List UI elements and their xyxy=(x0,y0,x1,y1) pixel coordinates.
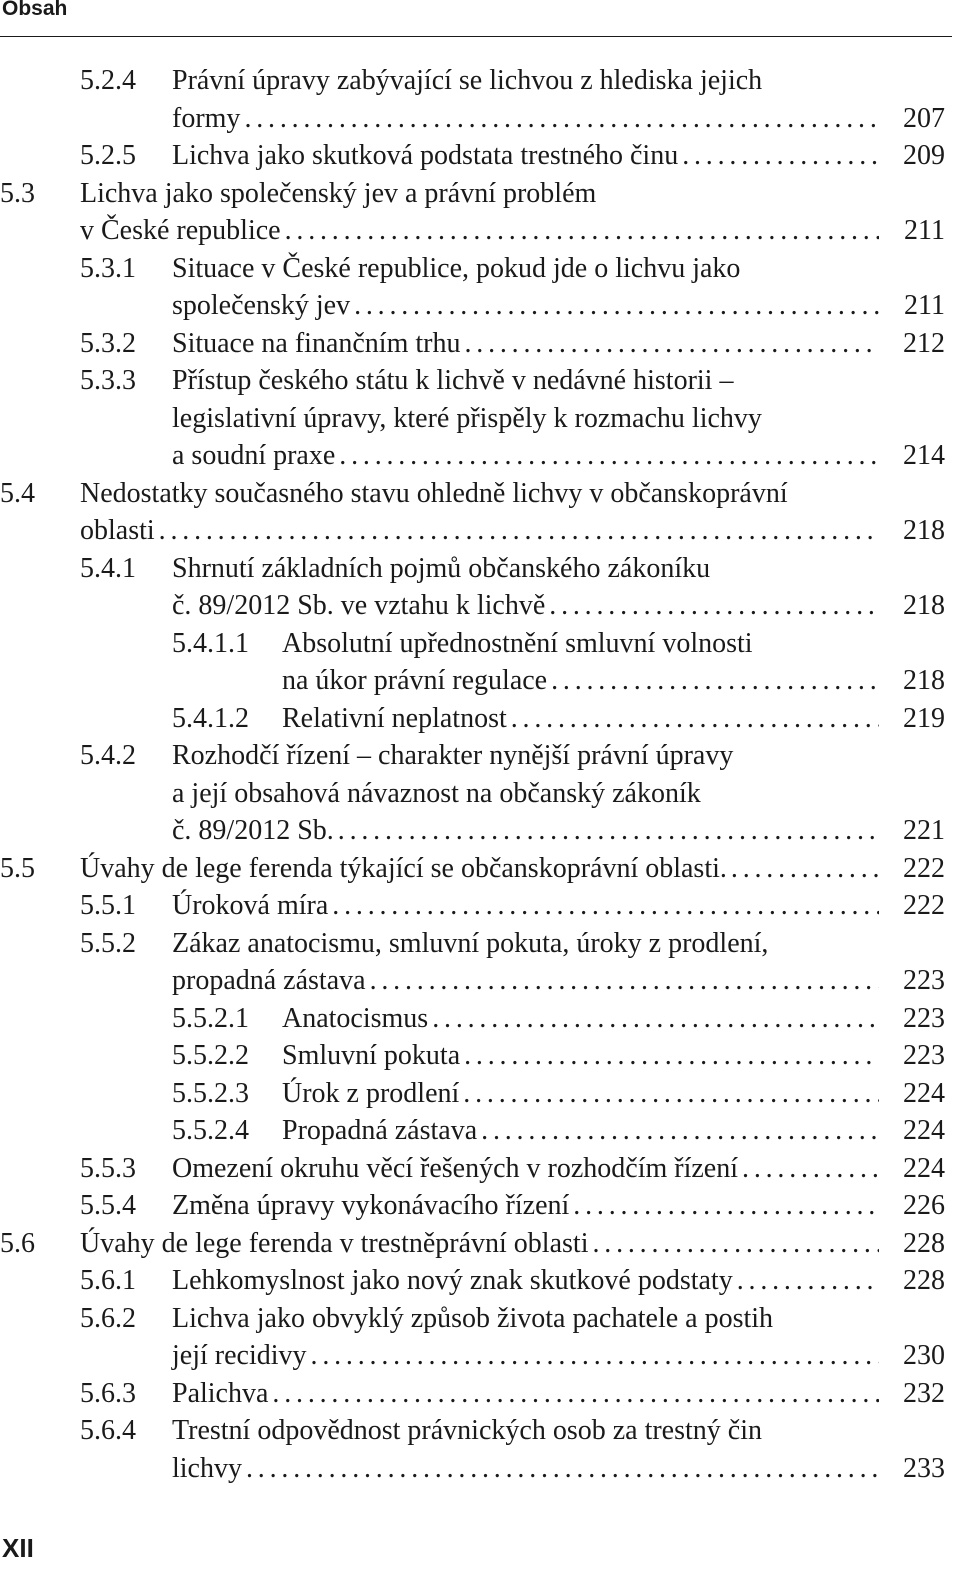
toc-title-with-leader xyxy=(80,512,945,550)
dot-leader xyxy=(339,437,879,475)
toc-entry[interactable] xyxy=(0,1150,952,1188)
toc-line xyxy=(0,737,952,775)
toc-entry[interactable] xyxy=(0,362,952,475)
toc-entry[interactable] xyxy=(0,1075,952,1113)
toc-title-with-leader xyxy=(282,1112,945,1150)
toc-title-with-leader xyxy=(172,287,945,325)
toc-line xyxy=(0,1075,952,1113)
section-number: 5.3.1 xyxy=(80,252,136,284)
toc-title-with-leader xyxy=(172,962,945,1000)
page-ref: 224 xyxy=(903,1077,945,1109)
toc-entry[interactable] xyxy=(0,1225,952,1263)
section-title: legislativní úpravy, které přispěly k rozmachu lichvy xyxy=(172,402,762,434)
toc-title-with-leader xyxy=(172,1337,945,1375)
dot-leader xyxy=(272,1375,879,1413)
section-number: 5.5 xyxy=(0,852,35,884)
section-number: 5.3.2 xyxy=(80,327,136,359)
page-ref: 222 xyxy=(903,890,945,921)
dot-leader xyxy=(464,1037,879,1075)
toc-entry[interactable] xyxy=(0,925,952,1000)
section-title: a soudní praxe xyxy=(172,440,336,471)
toc-line xyxy=(0,1000,952,1038)
page-ref: 224 xyxy=(903,1152,945,1184)
dot-leader xyxy=(731,850,879,888)
section-title: oblasti xyxy=(80,515,155,546)
section-title: Palichva xyxy=(172,1377,269,1409)
toc-title-with-leader xyxy=(282,1000,945,1038)
toc-title-with-leader xyxy=(172,100,945,138)
toc-line xyxy=(0,362,952,400)
section-title: Situace na finančním trhu xyxy=(172,327,461,359)
section-title: její recidivy xyxy=(172,1340,307,1371)
page-ref: 233 xyxy=(903,1452,945,1484)
toc-entry[interactable] xyxy=(0,1412,952,1487)
toc-entry[interactable] xyxy=(0,1000,952,1038)
toc-title-with-leader xyxy=(282,1037,945,1075)
toc-title-with-leader xyxy=(172,812,945,850)
toc-entry[interactable] xyxy=(0,1375,952,1413)
section-title: Lichva jako skutková podstata trestného činu xyxy=(172,140,679,171)
page-ref: 222 xyxy=(903,852,945,884)
toc-entry[interactable] xyxy=(0,325,952,363)
toc-entry[interactable] xyxy=(0,175,952,250)
toc-line xyxy=(0,287,952,325)
toc-line xyxy=(0,1112,952,1150)
page-ref: 219 xyxy=(903,702,945,734)
section-number: 5.6.4 xyxy=(80,1415,136,1446)
toc-entry[interactable] xyxy=(0,1300,952,1375)
toc-entry[interactable] xyxy=(0,1112,952,1150)
section-number: 5.5.2.4 xyxy=(172,1115,249,1146)
toc-line xyxy=(0,400,952,438)
section-number: 5.5.3 xyxy=(80,1152,136,1184)
page-ref: 211 xyxy=(904,215,945,246)
toc-title-with-leader xyxy=(282,700,945,738)
dot-leader xyxy=(285,212,879,250)
dot-leader xyxy=(682,137,879,175)
page-ref: 228 xyxy=(903,1265,945,1296)
toc-line xyxy=(0,100,952,138)
toc-title-with-leader xyxy=(80,1225,945,1263)
toc-line xyxy=(0,962,952,1000)
section-title: Rozhodčí řízení – charakter nynější právní úpravy xyxy=(172,740,734,771)
toc-entry[interactable] xyxy=(0,850,952,888)
toc-title-with-leader xyxy=(172,1187,945,1225)
section-title: Zákaz anatocismu, smluvní pokuta, úroky z prodlení, xyxy=(172,927,769,959)
section-number: 5.6.2 xyxy=(80,1302,136,1334)
toc-line xyxy=(0,1450,952,1488)
toc-line xyxy=(0,1262,952,1300)
toc-line xyxy=(0,887,952,925)
page-ref: 218 xyxy=(903,515,945,546)
page-ref: 214 xyxy=(903,440,945,471)
section-title: Úvahy de lege ferenda v trestněprávní oblasti xyxy=(80,1227,589,1259)
section-number: 5.5.4 xyxy=(80,1190,136,1221)
toc-entry[interactable] xyxy=(0,1262,952,1300)
page-number: XII xyxy=(2,1533,34,1563)
section-title: Anatocismus xyxy=(282,1002,429,1034)
section-title: č. 89/2012 Sb. xyxy=(172,815,334,846)
page-ref: 223 xyxy=(903,1040,945,1071)
toc-line xyxy=(0,1300,952,1338)
section-title: Úvahy de lege ferenda týkající se občanskoprávní oblasti. xyxy=(80,852,727,884)
toc-title-with-leader xyxy=(172,437,945,475)
section-number: 5.6 xyxy=(0,1227,35,1259)
section-title: Právní úpravy zabývající se lichvou z hlediska jejich xyxy=(172,65,763,96)
dot-leader xyxy=(551,662,879,700)
section-title: propadná zástava xyxy=(172,965,366,996)
toc-title-with-leader xyxy=(282,1075,945,1113)
dot-leader xyxy=(354,287,879,325)
toc-line xyxy=(0,1375,952,1413)
page-ref: 218 xyxy=(903,590,945,621)
dot-leader xyxy=(549,587,879,625)
section-title: formy xyxy=(172,102,241,134)
page-ref: 211 xyxy=(904,290,945,321)
toc-line xyxy=(0,175,952,213)
section-title: Relativní neplatnost xyxy=(282,702,507,734)
toc-entry[interactable] xyxy=(0,1187,952,1225)
page-ref: 223 xyxy=(903,965,945,996)
dot-leader xyxy=(246,1450,879,1488)
section-number: 5.3.3 xyxy=(80,365,136,396)
section-number: 5.5.2.1 xyxy=(172,1002,249,1034)
section-number: 5.5.1 xyxy=(80,890,136,921)
page-ref: 223 xyxy=(903,1002,945,1034)
toc-title-with-leader xyxy=(172,587,945,625)
section-number: 5.4.1 xyxy=(80,552,136,584)
section-number: 5.2.4 xyxy=(80,65,136,96)
dot-leader xyxy=(338,812,879,850)
toc-entry[interactable] xyxy=(0,737,952,850)
toc-line xyxy=(0,1412,952,1450)
dot-leader xyxy=(481,1112,879,1150)
section-number: 5.5.2.3 xyxy=(172,1077,249,1109)
toc-entry[interactable] xyxy=(0,1037,952,1075)
section-number: 5.5.2 xyxy=(80,927,136,959)
toc-line xyxy=(0,775,952,813)
section-title: Trestní odpovědnost právnických osob za trestný čin xyxy=(172,1415,762,1446)
section-title: lichvy xyxy=(172,1452,242,1484)
page-ref: 232 xyxy=(903,1377,945,1409)
dot-leader xyxy=(592,1225,879,1263)
section-title: v České republice xyxy=(80,215,281,246)
toc-line xyxy=(0,1150,952,1188)
toc-line xyxy=(0,1187,952,1225)
toc-line xyxy=(0,812,952,850)
toc-line xyxy=(0,625,952,663)
section-number: 5.4 xyxy=(0,477,35,509)
page-ref: 218 xyxy=(903,665,945,696)
section-title: č. 89/2012 Sb. ve vztahu k lichvě xyxy=(172,590,546,621)
dot-leader xyxy=(464,325,879,363)
page-ref: 228 xyxy=(903,1227,945,1259)
section-title: Lichva jako obvyklý způsob života pachatele a postih xyxy=(172,1302,774,1334)
section-number: 5.6.3 xyxy=(80,1377,136,1409)
toc-entry[interactable] xyxy=(0,625,952,700)
toc-line xyxy=(0,1225,952,1263)
page-ref: 226 xyxy=(903,1190,945,1221)
section-number: 5.4.1.1 xyxy=(172,627,249,659)
toc-title-with-leader xyxy=(172,1262,945,1300)
dot-leader xyxy=(311,1337,879,1375)
toc-line xyxy=(0,662,952,700)
toc-line xyxy=(0,137,952,175)
dot-leader xyxy=(432,1000,879,1038)
dot-leader xyxy=(573,1187,879,1225)
toc-entry[interactable] xyxy=(0,887,952,925)
dot-leader xyxy=(370,962,879,1000)
toc-title-with-leader xyxy=(80,850,945,888)
page-ref: 207 xyxy=(903,102,945,134)
toc-title-with-leader xyxy=(172,1375,945,1413)
toc-entry[interactable] xyxy=(0,137,952,175)
toc-line xyxy=(0,325,952,363)
section-number: 5.3 xyxy=(0,177,35,209)
section-number: 5.2.5 xyxy=(80,140,136,171)
page-ref: 212 xyxy=(903,327,945,359)
toc-line xyxy=(0,700,952,738)
section-title: Propadná zástava xyxy=(282,1115,478,1146)
toc-entry[interactable] xyxy=(0,250,952,325)
section-title: Přístup českého státu k lichvě v nedávné historii – xyxy=(172,365,734,396)
toc-line xyxy=(0,1337,952,1375)
page-ref: 224 xyxy=(903,1115,945,1146)
toc-line xyxy=(0,437,952,475)
page-ref: 230 xyxy=(903,1340,945,1371)
section-number: 5.6.1 xyxy=(80,1265,136,1296)
toc-title-with-leader xyxy=(282,662,945,700)
section-number: 5.5.2.2 xyxy=(172,1040,249,1071)
toc-entry[interactable] xyxy=(0,550,952,625)
dot-leader xyxy=(511,700,879,738)
dot-leader xyxy=(332,887,879,925)
section-title: Lichva jako společenský jev a právní problém xyxy=(80,177,597,209)
section-title: Úrok z prodlení xyxy=(282,1077,460,1109)
section-title: Smluvní pokuta xyxy=(282,1040,461,1071)
toc-line xyxy=(0,587,952,625)
dot-leader xyxy=(463,1075,879,1113)
toc-entry[interactable] xyxy=(0,475,952,550)
section-title: na úkor právní regulace xyxy=(282,665,548,696)
toc-title-with-leader xyxy=(172,1150,945,1188)
toc-line xyxy=(0,550,952,588)
toc-title-with-leader xyxy=(172,325,945,363)
toc-title-with-leader xyxy=(172,1450,945,1488)
section-title: Situace v České republice, pokud jde o lichvu jako xyxy=(172,252,741,284)
running-header xyxy=(0,0,952,37)
section-title: a její obsahová návaznost na občanský zákoník xyxy=(172,777,701,809)
toc-line xyxy=(0,475,952,513)
toc-line xyxy=(0,850,952,888)
toc-line xyxy=(0,925,952,963)
toc-title-with-leader xyxy=(172,137,945,175)
section-title: Omezení okruhu věcí řešených v rozhodčím řízení xyxy=(172,1152,739,1184)
section-title: Absolutní upřednostnění smluvní volnosti xyxy=(282,627,753,659)
dot-leader xyxy=(737,1262,879,1300)
toc-title-with-leader xyxy=(172,887,945,925)
section-number: 5.4.2 xyxy=(80,740,136,771)
toc-line xyxy=(0,1037,952,1075)
toc-entry[interactable] xyxy=(0,700,952,738)
section-title: Změna úpravy vykonávacího řízení xyxy=(172,1190,570,1221)
page-ref: 221 xyxy=(903,815,945,846)
section-number: 5.4.1.2 xyxy=(172,702,249,734)
section-title: Shrnutí základních pojmů občanského zákoníku xyxy=(172,552,711,584)
dot-leader xyxy=(742,1150,879,1188)
dot-leader xyxy=(159,512,879,550)
section-title: Nedostatky současného stavu ohledně lichvy v občanskoprávní xyxy=(80,477,788,509)
toc-line xyxy=(0,212,952,250)
toc-title-with-leader xyxy=(80,212,945,250)
table-of-contents xyxy=(0,62,952,1487)
toc-entry[interactable] xyxy=(0,62,952,137)
toc-line xyxy=(0,512,952,550)
toc-line xyxy=(0,62,952,100)
header-title: Obsah xyxy=(2,0,68,20)
page-ref: 209 xyxy=(903,140,945,171)
toc-line xyxy=(0,250,952,288)
section-title: Lehkomyslnost jako nový znak skutkové podstaty xyxy=(172,1265,733,1296)
section-title: Úroková míra xyxy=(172,890,329,921)
section-title: společenský jev xyxy=(172,290,351,321)
dot-leader xyxy=(244,100,879,138)
